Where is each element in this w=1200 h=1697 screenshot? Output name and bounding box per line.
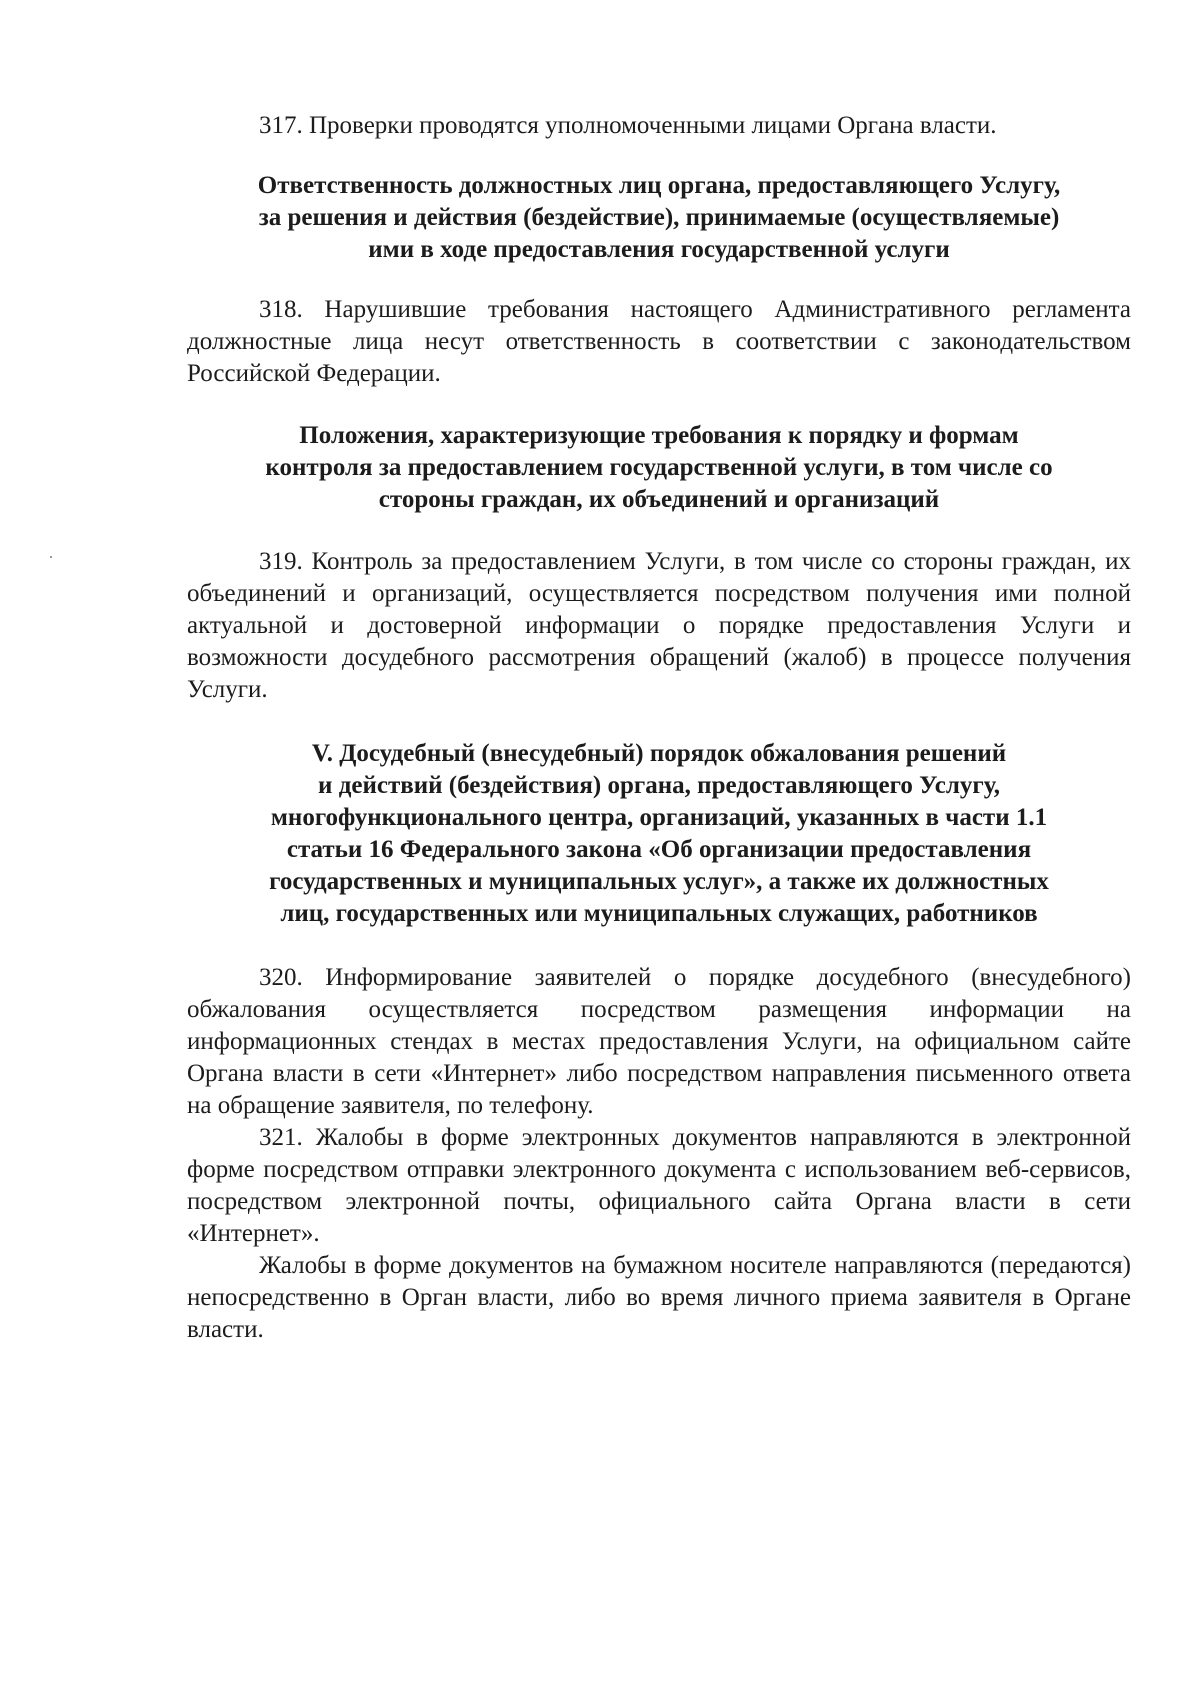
paragraph-321-continued: Жалобы в форме документов на бумажном носителе направляются (передаются) непосредственно в Орган власти, либо во время личного приема заявителя в Органе власти. <box>187 1252 1131 1343</box>
heading-line: многофункционального центра, организаций, указанных в части 1.1 <box>270 804 1048 831</box>
heading-responsibility <box>187 170 1131 266</box>
heading-line: статьи 16 Федерального закона «Об организации предоставления <box>286 836 1032 863</box>
heading-line: V. Досудебный (внесудебный) порядок обжалования решений <box>311 740 1007 767</box>
heading-section-v <box>187 738 1131 930</box>
paragraph-321: 321. Жалобы в форме электронных документов направляются в электронной форме посредством отправки электронного документа с использованием веб-сервисов, посредством электронной почты, официального сайта Органа власти в сети «Интернет». <box>187 1124 1131 1247</box>
heading-line: лиц, государственных или муниципальных служащих, работников <box>280 900 1038 927</box>
paragraph-319: 319. Контроль за предоставлением Услуги, в том числе со стороны граждан, их объединений и организаций, осуществляется посредством получения ими полной актуальной и достоверной информации о порядке предоставления Услуги и возможности досудебного рассмотрения обращений (жалоб) в процессе получения Услуги. <box>187 548 1131 703</box>
paragraph-318: 318. Нарушившие требования настоящего Административного регламента должностные лица несут ответственность в соответствии с законодательством Российской Федерации. <box>187 296 1131 387</box>
scan-speck <box>50 556 52 558</box>
heading-line: за решения и действия (бездействие), принимаемые (осуществляемые) <box>258 204 1060 231</box>
document-body <box>187 110 1131 1346</box>
heading-line: стороны граждан, их объединений и организаций <box>378 486 940 513</box>
heading-control-provisions <box>187 420 1131 516</box>
heading-line: ими в ходе предоставления государственной услуги <box>368 236 950 263</box>
paragraph-320: 320. Информирование заявителей о порядке досудебного (внесудебного) обжалования осуществляется посредством размещения информации на информационных стендах в местах предоставления Услуги, на официальном сайте Органа власти в сети «Интернет» либо посредством направления письменного ответа на обращение заявителя, по телефону. <box>187 964 1131 1119</box>
heading-line: контроля за предоставлением государственной услуги, в том числе со <box>265 454 1053 481</box>
heading-line: и действий (бездействия) органа, предоставляющего Услугу, <box>318 772 1000 799</box>
paragraph-317: 317. Проверки проводятся уполномоченными лицами Органа власти. <box>259 112 997 139</box>
heading-line: Положения, характеризующие требования к порядку и формам <box>299 422 1019 449</box>
heading-line: Ответственность должностных лиц органа, предоставляющего Услугу, <box>257 172 1061 199</box>
heading-line: государственных и муниципальных услуг», а также их должностных <box>269 868 1049 895</box>
